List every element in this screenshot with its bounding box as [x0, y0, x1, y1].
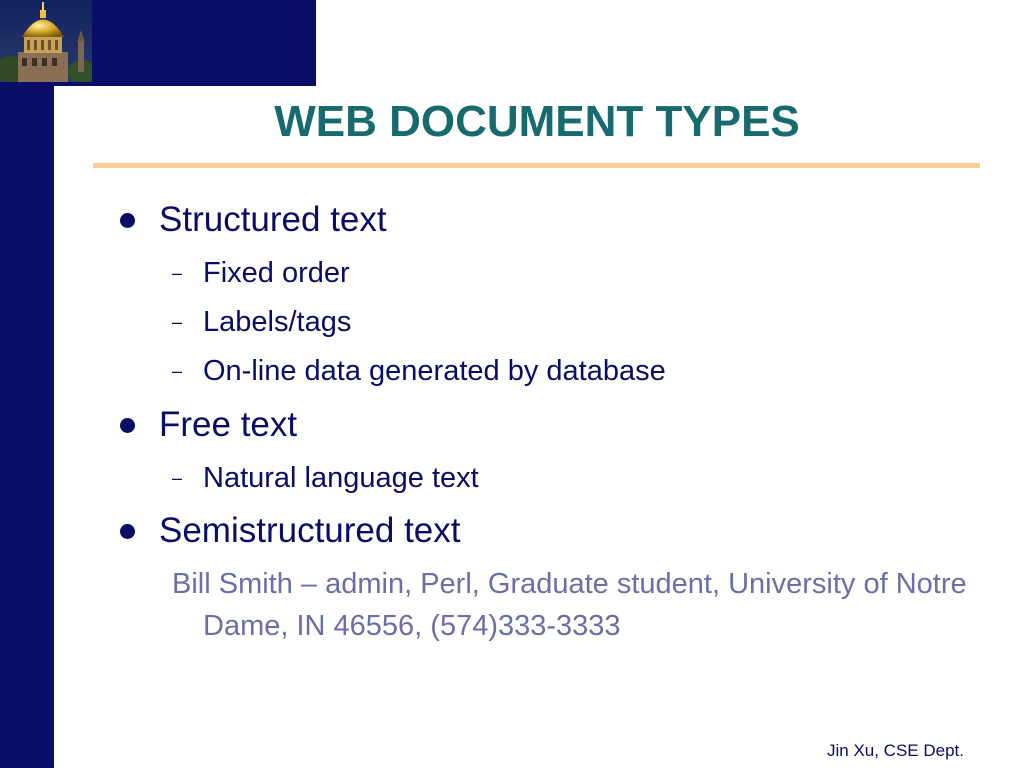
- sub-bullet-item: [172, 255, 350, 291]
- bullet-item: [120, 403, 297, 447]
- bullet-dot-icon: [120, 418, 135, 433]
- dash-bullet-icon: –: [172, 311, 183, 332]
- sub-bullet-text: On-line data generated by database: [203, 354, 666, 387]
- bullet-text: Free text: [159, 405, 298, 444]
- bullet-dot-icon: [120, 213, 135, 228]
- dash-bullet-icon: –: [172, 467, 183, 488]
- sub-bullet-text: Natural language text: [203, 461, 479, 494]
- footer-author: Jin Xu, CSE Dept.: [826, 741, 964, 760]
- sub-bullet-item: [172, 353, 666, 389]
- sub-bullet-text: Fixed order: [203, 256, 350, 289]
- example-text: Bill Smith – admin, Perl, Graduate student, University of Notre Dame, IN 46556, (574)333-3333: [172, 568, 967, 642]
- bullet-text: Semistructured text: [159, 511, 461, 550]
- slide-title: WEB DOCUMENT TYPES: [274, 97, 800, 146]
- sub-bullet-item: [172, 460, 479, 496]
- bullet-dot-icon: [120, 524, 135, 539]
- dash-bullet-icon: –: [172, 262, 183, 283]
- sub-bullet-text: Labels/tags: [203, 305, 352, 338]
- bullet-item: [120, 198, 387, 242]
- sub-bullet-item: [172, 304, 351, 340]
- bullet-text: Structured text: [159, 200, 387, 239]
- bullet-item: [120, 509, 461, 553]
- dash-bullet-icon: –: [172, 360, 183, 381]
